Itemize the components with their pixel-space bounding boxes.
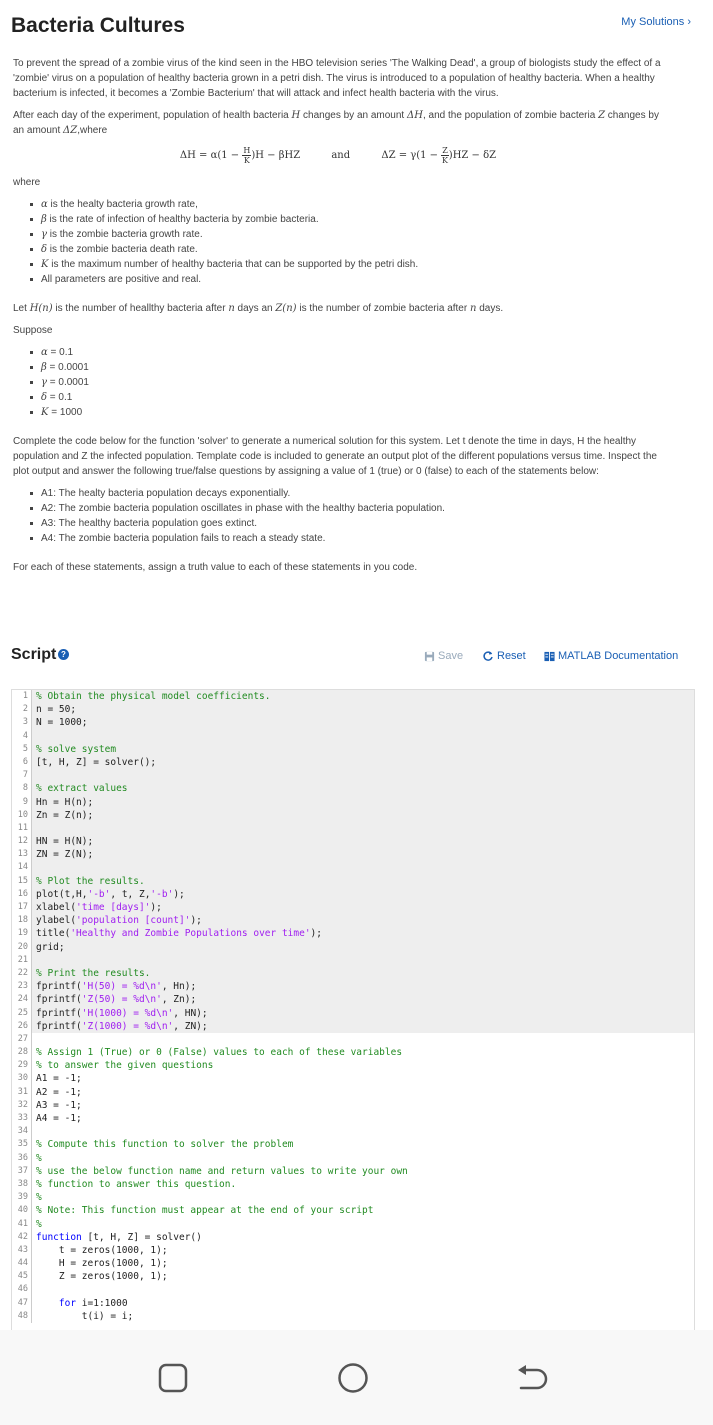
param-text: All parameters are positive and real. (41, 274, 202, 285)
code-text (32, 690, 694, 703)
reset-button[interactable] (482, 650, 526, 662)
line-number: 19 (12, 927, 32, 940)
eq1-left: ΔH = α(1 − (179, 150, 243, 161)
code-comment: % Plot the results. (36, 875, 145, 887)
line-number: 48 (12, 1310, 32, 1323)
code-line[interactable] (12, 690, 694, 703)
code-string: '-b' (150, 888, 174, 900)
code-line[interactable] (12, 796, 694, 809)
code-token: i=1:1000 (76, 1297, 128, 1309)
code-line[interactable] (12, 967, 694, 980)
line-number: 28 (12, 1046, 32, 1059)
code-keyword: function (36, 1231, 82, 1243)
floppy-icon (424, 651, 435, 662)
code-text (32, 1152, 694, 1165)
line-number: 11 (12, 822, 32, 835)
value-item (41, 405, 663, 420)
let-paragraph (13, 301, 663, 316)
code-line[interactable] (12, 835, 694, 848)
line-number: 38 (12, 1178, 32, 1191)
eq1-fraction (242, 146, 251, 165)
question-item: A3: The healthy bacteria population goes extinct. (41, 516, 663, 531)
code-text (32, 1033, 694, 1046)
code-line[interactable] (12, 941, 694, 954)
script-title: Script (11, 646, 57, 663)
change-text-a: After each day of the experiment, population of health bacteria (13, 110, 292, 121)
code-text (32, 1297, 694, 1310)
line-number: 13 (12, 848, 32, 861)
line-number: 10 (12, 809, 32, 822)
code-line[interactable] (12, 1310, 694, 1323)
eq2-den: K (442, 156, 448, 165)
code-text: n = 50; (32, 703, 694, 716)
value-item (41, 345, 663, 360)
page-header (0, 0, 713, 52)
code-text (32, 730, 694, 743)
line-number: 33 (12, 1112, 32, 1125)
code-string: 'H(1000) = %d\n' (81, 1007, 174, 1019)
code-text (32, 1020, 694, 1033)
where-label: where (13, 177, 41, 188)
value-text: = 0.1 (47, 347, 74, 358)
line-number: 46 (12, 1283, 32, 1296)
code-line[interactable] (12, 1086, 694, 1099)
change-paragraph (13, 108, 663, 138)
code-text (32, 1204, 694, 1217)
code-keyword: for (58, 1297, 77, 1309)
param-item (41, 212, 663, 227)
eq2-fraction (441, 146, 449, 165)
param-symbol: K (41, 259, 49, 270)
code-line[interactable] (12, 1204, 694, 1217)
recent-apps-button[interactable] (155, 1360, 191, 1396)
code-line[interactable] (12, 1297, 694, 1310)
param-text: is the rate of infection of healthy bacteria by zombie bacteria. (46, 214, 319, 225)
code-comment: % (36, 1152, 42, 1164)
code-line[interactable] (12, 875, 694, 888)
param-text: is the zombie bacteria growth rate. (46, 229, 203, 240)
value-text: = 0.0001 (46, 362, 89, 373)
code-token: title( (36, 928, 71, 940)
code-token (36, 1298, 59, 1309)
math-n: n (228, 303, 235, 314)
code-comment: % (36, 1218, 42, 1230)
code-line[interactable] (12, 980, 694, 993)
line-number: 17 (12, 901, 32, 914)
line-number: 47 (12, 1297, 32, 1310)
questions-list (13, 486, 663, 546)
code-text (32, 822, 694, 835)
line-number: 18 (12, 914, 32, 927)
let-text: days. (476, 303, 504, 314)
param-item (41, 227, 663, 242)
code-token: ); (190, 915, 202, 927)
code-token: ); (173, 888, 185, 900)
code-line[interactable] (12, 1020, 694, 1033)
param-item (41, 242, 663, 257)
code-line[interactable] (12, 848, 694, 861)
code-token: , Hn); (161, 981, 197, 993)
code-comment: % Note: This function must appear at the end of your script (36, 1205, 374, 1217)
code-line[interactable] (12, 703, 694, 716)
problem-description (13, 56, 663, 582)
truth-paragraph: For each of these statements, assign a truth value to each of these statements in you code. (13, 562, 418, 573)
code-text (32, 1218, 694, 1231)
code-string: '-b' (87, 888, 111, 900)
code-text (32, 1007, 694, 1020)
value-text: = 0.1 (47, 392, 73, 403)
eq1-right: )H − βHZ (251, 150, 301, 161)
code-line[interactable] (12, 1099, 694, 1112)
value-item (41, 375, 663, 390)
code-text (32, 980, 694, 993)
code-line[interactable] (12, 1231, 694, 1244)
code-comment: % Compute this function to solver the problem (36, 1139, 294, 1151)
line-number: 27 (12, 1033, 32, 1046)
line-number: 7 (12, 769, 32, 782)
line-number: 21 (12, 954, 32, 967)
reset-icon (482, 650, 494, 662)
code-token: ylabel( (36, 915, 77, 927)
line-number: 6 (12, 756, 32, 769)
line-number: 12 (12, 835, 32, 848)
code-text: A4 = -1; (36, 1113, 82, 1124)
code-text: A2 = -1; (36, 1086, 82, 1098)
eq1-num: H (243, 146, 251, 155)
code-line[interactable] (12, 756, 694, 769)
line-number: 42 (12, 1231, 32, 1244)
code-token: fprintf( (36, 1007, 82, 1019)
question-item: A2: The zombie bacteria population oscillates in phase with the healthy bacteria population. (41, 501, 663, 516)
code-text: A1 = -1; (36, 1073, 82, 1085)
code-text: Z = zeros(1000, 1); (36, 1271, 168, 1283)
code-text: Zn = Z(n); (32, 809, 694, 822)
value-symbol: K (41, 407, 49, 418)
value-text: = 0.0001 (46, 377, 89, 388)
code-line[interactable] (12, 1007, 694, 1020)
code-text: HN = H(N); (32, 835, 694, 848)
line-number: 24 (12, 993, 32, 1006)
code-comment: % extract values (36, 783, 128, 795)
line-number: 16 (12, 888, 32, 901)
param-item (41, 272, 663, 287)
value-symbol: γ (41, 377, 47, 388)
script-header (11, 644, 701, 668)
doc-label: MATLAB Documentation (558, 650, 679, 662)
code-text (32, 1231, 694, 1244)
line-number: 45 (12, 1270, 32, 1283)
my-solutions-link[interactable]: My Solutions › (621, 16, 691, 28)
line-number: 39 (12, 1191, 32, 1204)
line-number: 43 (12, 1244, 32, 1257)
code-comment: % solve system (36, 743, 117, 755)
code-string: 'H(50) = %d\n' (81, 981, 162, 993)
values-list (13, 345, 663, 420)
line-number: 29 (12, 1059, 32, 1072)
code-token: , Zn); (161, 994, 197, 1006)
value-item (41, 360, 663, 375)
code-token: , HN); (173, 1007, 208, 1019)
instructions-paragraph: Complete the code below for the function 'solver' to generate a numerical solution for this system. Let t denote the time in days, H the healthy population and Z the infected population. Template code is included to generate an output plot of the different populations versus time. Inspect the plot output and answer the following true/false questions by assigning a value of 1 (true) or 0 (false) to each of the statements below: (13, 436, 657, 477)
code-line[interactable] (12, 1033, 694, 1046)
code-line[interactable] (12, 716, 694, 729)
code-line[interactable] (12, 888, 694, 901)
back-icon (515, 1360, 551, 1396)
code-text (32, 1059, 694, 1072)
code-token: ); (310, 928, 322, 940)
line-number: 5 (12, 743, 32, 756)
code-line[interactable] (12, 861, 694, 874)
code-string: 'time [days]' (76, 902, 151, 913)
code-text (32, 769, 694, 782)
param-symbol: α (41, 199, 48, 210)
line-number: 35 (12, 1138, 32, 1151)
line-number: 4 (12, 730, 32, 743)
code-text (32, 1138, 694, 1151)
value-text: = 1000 (48, 407, 83, 418)
code-token: xlabel( (36, 902, 77, 913)
line-number: 9 (12, 796, 32, 809)
code-text (32, 743, 694, 756)
line-number: 25 (12, 1007, 32, 1020)
param-symbol: γ (41, 229, 47, 240)
eq-and: and (331, 150, 351, 161)
code-line[interactable] (12, 1178, 694, 1191)
code-comment: % (36, 1192, 42, 1204)
reset-label: Reset (497, 650, 526, 662)
math-delta-H: ΔH (407, 110, 423, 121)
code-text (32, 1046, 694, 1059)
code-token: fprintf( (36, 981, 82, 993)
let-text: Let (13, 303, 30, 314)
code-text (32, 967, 694, 980)
line-number: 26 (12, 1020, 32, 1033)
math-n: n (469, 303, 477, 314)
value-symbol: β (41, 362, 47, 373)
code-line[interactable] (12, 1257, 694, 1270)
line-number: 23 (12, 980, 32, 993)
code-text (32, 954, 694, 967)
change-text-c: , and the population of zombie bacteria (422, 110, 599, 121)
code-token: fprintf( (36, 1020, 82, 1032)
code-text (32, 914, 694, 927)
code-line[interactable] (12, 730, 694, 743)
line-number: 3 (12, 716, 32, 729)
code-token: [t, H, Z] = solver() (81, 1231, 202, 1243)
save-button[interactable] (424, 650, 463, 662)
code-line[interactable] (12, 1152, 694, 1165)
code-token: ); (150, 902, 162, 913)
code-comment: % use the below function name and return values to write your own (36, 1165, 408, 1177)
param-item (41, 197, 663, 212)
code-line[interactable] (12, 1072, 694, 1085)
value-item (41, 390, 663, 405)
param-symbol: δ (41, 244, 48, 255)
save-label: Save (438, 650, 464, 662)
code-line[interactable] (12, 1270, 694, 1283)
code-line[interactable] (12, 993, 694, 1006)
parameter-list (13, 197, 663, 287)
code-comment: % to answer the given questions (36, 1060, 214, 1072)
code-text: t = zeros(1000, 1); (36, 1244, 168, 1256)
param-text: is the zombie bacteria death rate. (47, 244, 198, 255)
line-number: 2 (12, 703, 32, 716)
code-line[interactable] (12, 769, 694, 782)
code-token: , t, Z, (110, 888, 151, 900)
documentation-icon (544, 651, 555, 662)
code-line[interactable] (12, 954, 694, 967)
code-text (32, 1283, 694, 1296)
let-text: is the number of heallthy bacteria after (52, 303, 229, 314)
line-number: 1 (12, 690, 32, 703)
suppose-label: Suppose (13, 325, 53, 336)
line-number: 37 (12, 1165, 32, 1178)
let-text: is the number of zombie bacteria after (296, 303, 470, 314)
code-text (32, 927, 694, 940)
eq2-num: Z (442, 146, 448, 155)
line-number: 30 (12, 1072, 32, 1085)
code-line[interactable] (12, 1125, 694, 1138)
math-H: H (291, 110, 301, 121)
line-number: 44 (12, 1257, 32, 1270)
code-text: H = zeros(1000, 1); (36, 1258, 168, 1270)
page-title: Bacteria Cultures (11, 14, 185, 37)
param-text: is the maximum number of healthy bacteria that can be supported by the petri dish. (48, 259, 419, 270)
code-token: , ZN); (173, 1020, 208, 1032)
code-text: A3 = -1; (36, 1099, 82, 1111)
line-number: 20 (12, 941, 32, 954)
recent-apps-icon (155, 1360, 191, 1396)
code-comment: % Assign 1 (True) or 0 (False) values to each of these variables (36, 1047, 403, 1059)
code-line[interactable] (12, 1059, 694, 1072)
code-text: [t, H, Z] = solver(); (32, 756, 694, 769)
code-comment: % Obtain the physical model coefficients. (36, 691, 271, 702)
code-string: 'population [count]' (76, 915, 191, 927)
code-text: N = 1000; (32, 716, 694, 729)
code-line[interactable] (12, 822, 694, 835)
code-string: 'Z(50) = %d\n' (81, 994, 162, 1006)
math-Z: Z (598, 110, 606, 121)
code-comment: % Print the results. (36, 967, 151, 979)
back-button[interactable] (515, 1360, 551, 1396)
eq2-left: ΔZ = γ(1 − (381, 150, 442, 161)
code-line[interactable] (12, 927, 694, 940)
question-item: A1: The healty bacteria population decays exponentially. (41, 486, 663, 501)
code-text (32, 1191, 694, 1204)
code-token: plot(t,H, (36, 888, 88, 900)
code-line[interactable] (12, 901, 694, 914)
code-text: t(i) = i; (36, 1310, 134, 1322)
intro-paragraph: To prevent the spread of a zombie virus of the kind seen in the HBO television series 'The Walking Dead', a group of biologists study the effect of a 'zombie' virus on a population of healthy bacteria grown in a petri dish. The virus is introduced to a population of healthy bacteria. When a healthy bacterium is infected, it becomes a 'Zombie Bacterium' that will attack and infect health bacteria with the virus. (13, 58, 661, 99)
math-Hn: H(n) (29, 303, 53, 314)
code-line[interactable] (12, 1191, 694, 1204)
math-Zn: Z(n) (275, 303, 297, 314)
code-text (32, 1125, 694, 1138)
line-number: 15 (12, 875, 32, 888)
code-line[interactable] (12, 743, 694, 756)
code-editor[interactable] (11, 689, 695, 1331)
let-text: days an (234, 303, 276, 314)
code-text (32, 888, 694, 901)
line-number: 22 (12, 967, 32, 980)
line-number: 34 (12, 1125, 32, 1138)
change-text-d: changes by an amount (13, 110, 659, 136)
eq1-den: K (243, 156, 250, 165)
line-number: 40 (12, 1204, 32, 1217)
line-number: 36 (12, 1152, 32, 1165)
code-text (32, 861, 694, 874)
line-number: 31 (12, 1086, 32, 1099)
value-symbol: δ (41, 392, 48, 403)
code-line[interactable] (12, 1138, 694, 1151)
code-text (32, 1178, 694, 1191)
param-text: is the healty bacteria growth rate, (47, 199, 198, 210)
value-symbol: α (41, 347, 48, 358)
home-button[interactable] (335, 1360, 371, 1396)
code-line[interactable] (12, 1218, 694, 1231)
line-number: 41 (12, 1218, 32, 1231)
code-line[interactable] (12, 1283, 694, 1296)
eq2-right: )HZ − δZ (448, 150, 497, 161)
math-delta-Z: ΔZ (63, 125, 78, 136)
line-number: 14 (12, 861, 32, 874)
code-comment: % function to answer this question. (36, 1178, 237, 1190)
code-line[interactable] (12, 782, 694, 795)
param-item (41, 257, 663, 272)
code-line[interactable] (12, 1112, 694, 1125)
android-navigation-bar (0, 1330, 713, 1425)
code-line[interactable] (12, 914, 694, 927)
code-text: Hn = H(n); (32, 796, 694, 809)
change-text-e: ,where (77, 125, 108, 136)
change-text-b: changes by an amount (300, 110, 407, 121)
line-number: 32 (12, 1099, 32, 1112)
code-string: 'Z(1000) = %d\n' (81, 1020, 174, 1032)
line-number: 8 (12, 782, 32, 795)
code-text (32, 901, 694, 914)
code-token: fprintf( (36, 994, 82, 1006)
code-text: ZN = Z(N); (32, 848, 694, 861)
code-line[interactable] (12, 1244, 694, 1257)
code-text (32, 993, 694, 1006)
code-text (32, 1165, 694, 1178)
code-line[interactable] (12, 809, 694, 822)
help-icon[interactable]: ? (58, 649, 69, 660)
home-icon (335, 1360, 371, 1396)
question-item: A4: The zombie bacteria population fails to reach a steady state. (41, 531, 663, 546)
matlab-documentation-button[interactable] (544, 650, 678, 662)
code-line[interactable] (12, 1046, 694, 1059)
code-string: 'Healthy and Zombie Populations over time' (70, 928, 311, 940)
code-line[interactable] (12, 1165, 694, 1178)
param-symbol: β (41, 214, 47, 225)
code-text (32, 782, 694, 795)
code-text: grid; (32, 941, 694, 954)
equations (13, 146, 663, 165)
code-text (32, 875, 694, 888)
